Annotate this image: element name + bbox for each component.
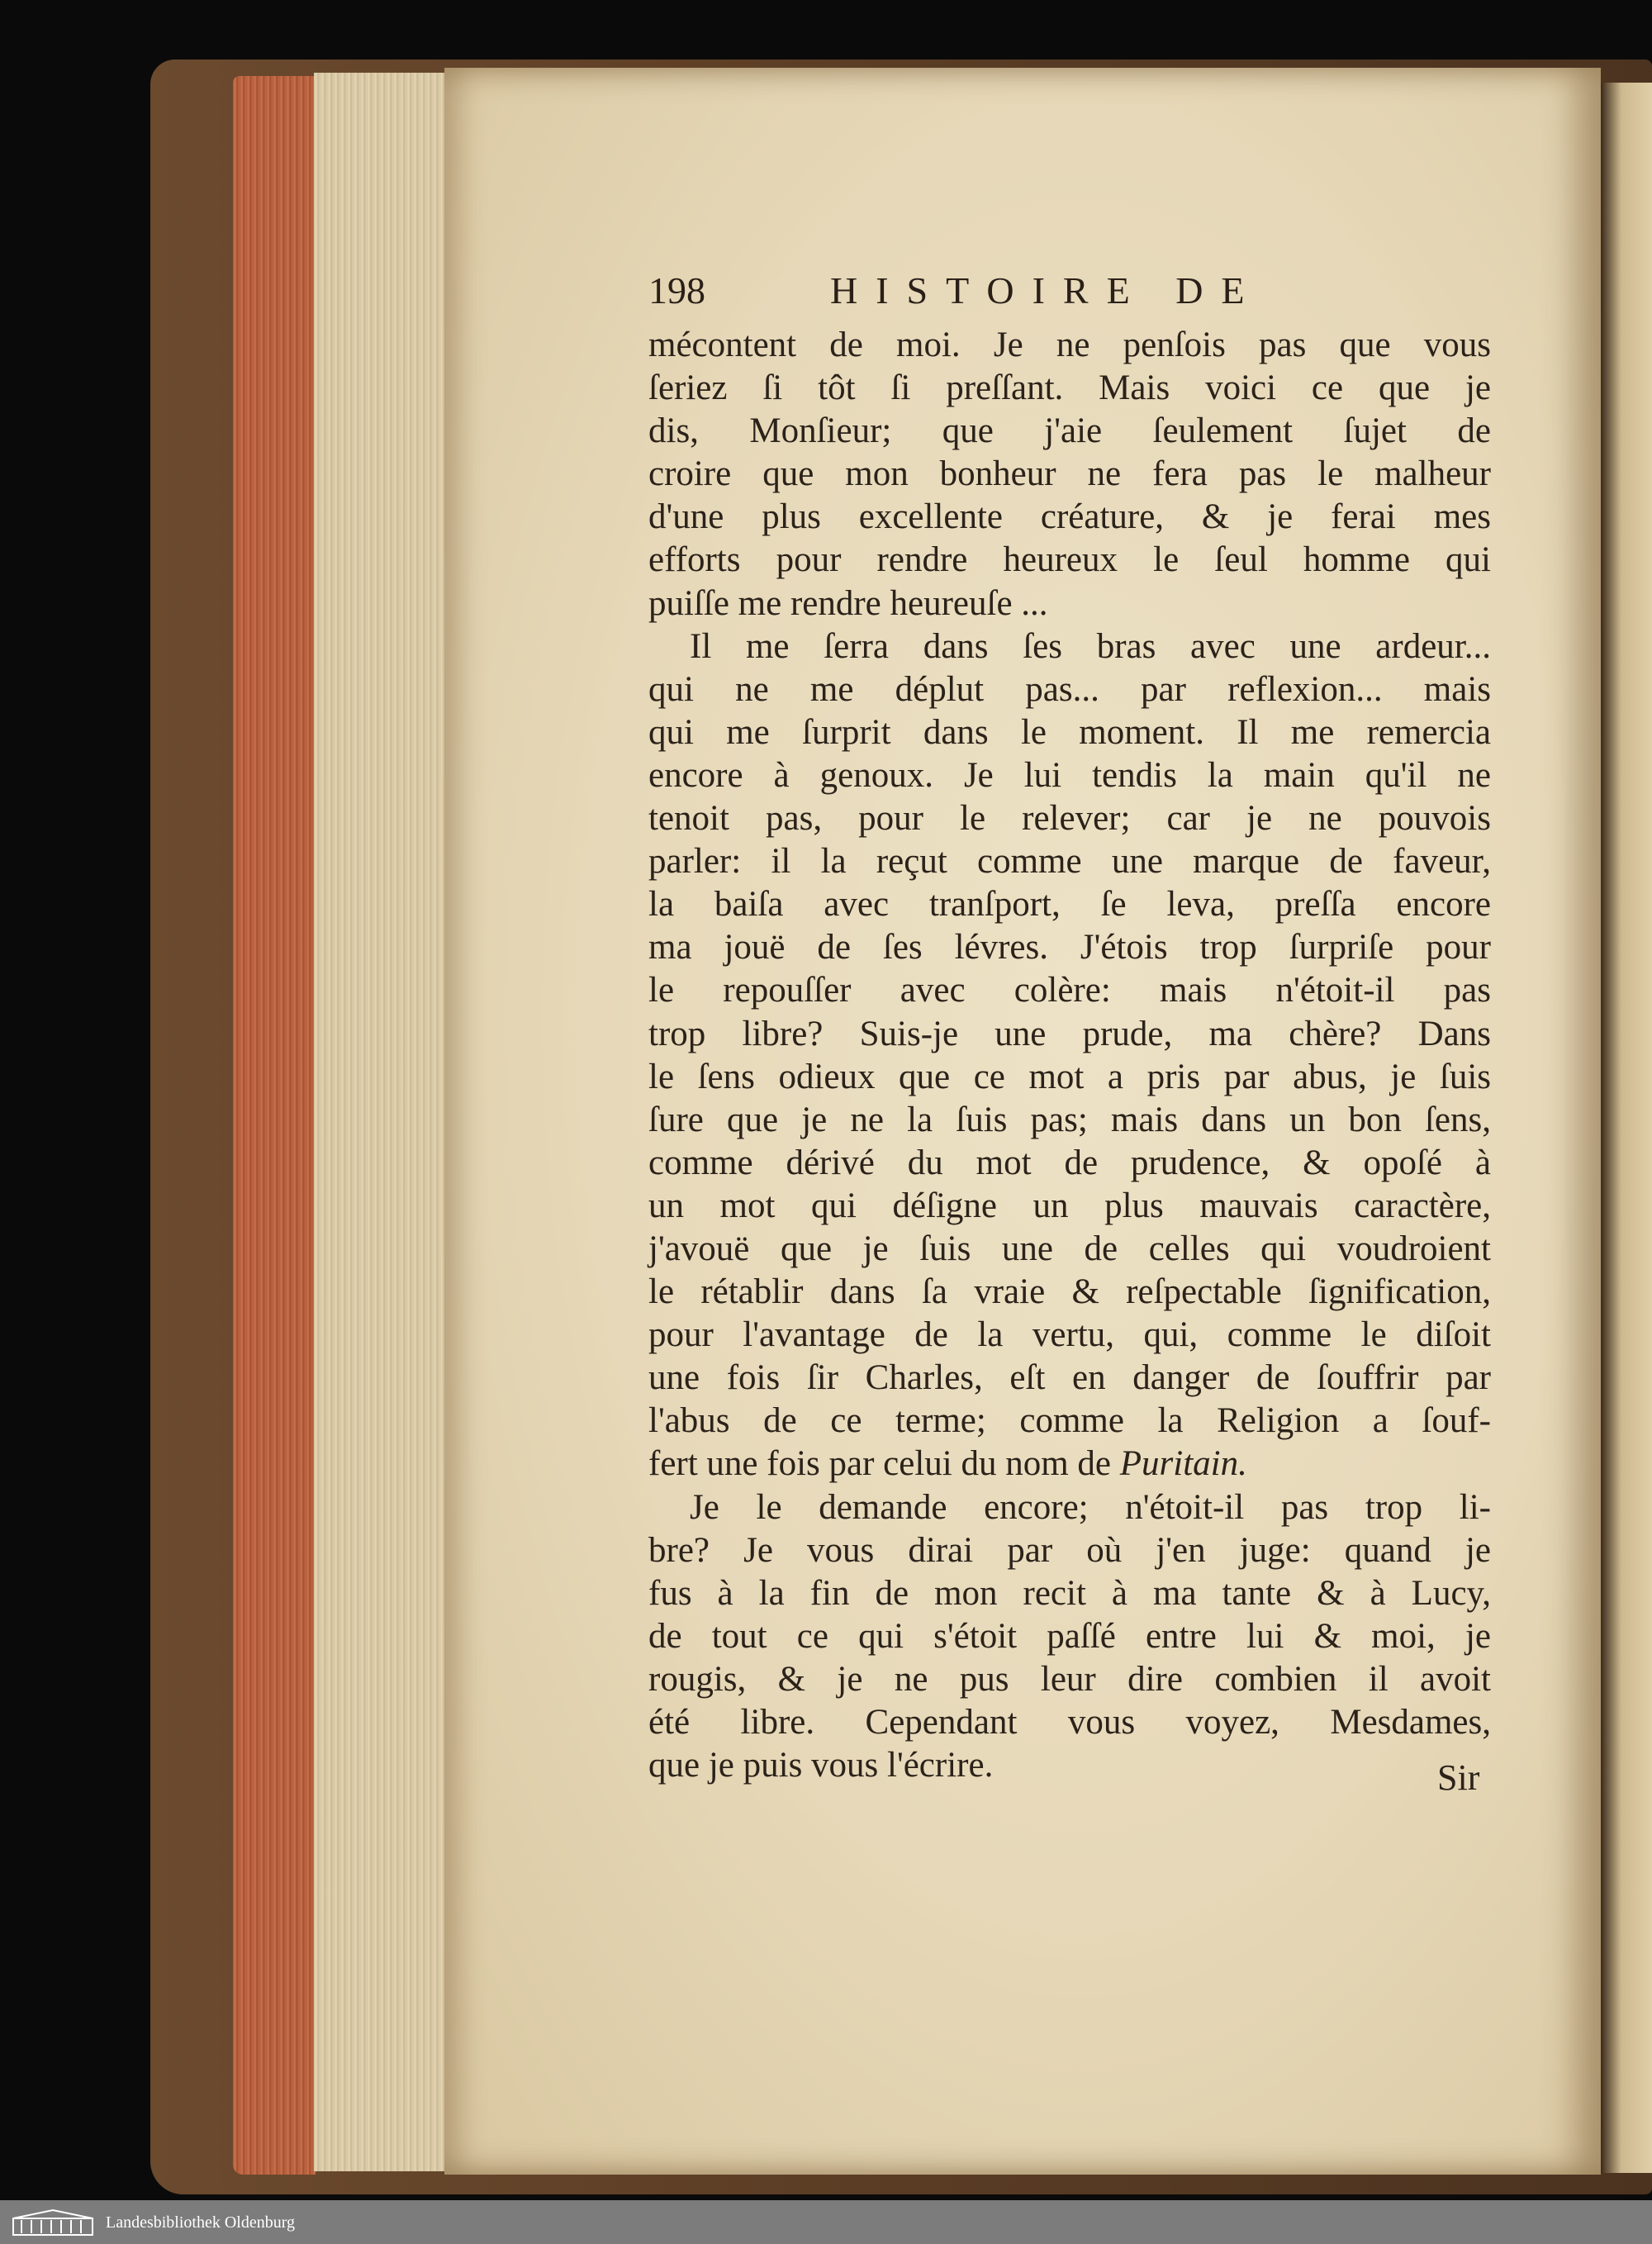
text-line: bre? Je vous dirai par où j'en juge: quand je [648,1530,1491,1570]
text-line: ſure que je ne la ſuis pas; mais dans un bon ſens, [648,1100,1491,1139]
text-line: ſeriez ſi tôt ſi preſſant. Mais voici ce que je [648,368,1491,408]
text-line: pour l'avantage de la vertu, qui, comme le diſoit [648,1315,1491,1355]
page-header [648,266,1474,316]
text-line: Il me ſerra dans ſes bras avec une ardeur... [690,626,1491,666]
body-text [648,324,1491,1787]
text-line: dis, Monſieur; que j'aie ſeulement ſujet de [648,411,1491,451]
library-name: Landesbibliothek Oldenburg [106,2213,296,2232]
text-line: parler: il la reçut comme une marque de faveur, [648,842,1491,882]
running-head: HISTOIRE DE [830,269,1263,311]
text-line: encore à genoux. Je lui tendis la main qu'il ne [648,755,1491,795]
text-line: mécontent de moi. Je ne penſois pas que vous [648,326,1491,364]
italic-word: Puritain. [1119,1444,1247,1484]
text-line: trop libre? Suis-je une prude, ma chère? Dans [648,1014,1491,1053]
text-line: d'une plus excellente créature, & je ferai mes [648,497,1491,537]
text-line: été libre. Cependant vous voyez, Mesdames, [648,1703,1491,1742]
text-line: le repouſſer avec colère: mais n'étoit-il pas [648,971,1491,1010]
red-page-edges [233,76,316,2175]
page-number: 198 [648,269,705,311]
text-fragment: fert une fois par celui du nom de [648,1444,1112,1484]
text-line: j'avouë que je ſuis une de celles qui voudroient [648,1229,1491,1268]
text-line: Je le demande encore; n'étoit-il pas trop li- [690,1487,1491,1527]
catchword: Sir [1437,1757,1480,1798]
footer-bar [0,2200,1652,2244]
text-line: puiſſe me rendre heureuſe ... [648,583,1048,623]
text-line: le ſens odieux que ce mot a pris par abus, je ſuis [648,1057,1491,1096]
page-stack [314,73,446,2171]
text-line: une fois ſir Charles, eſt en danger de ſouffrir par [648,1358,1491,1398]
text-line: qui ne me déplut pas... par reflexion... mais [648,669,1491,709]
text-line: que je puis vous l'écrire. [648,1746,994,1785]
text-line: de tout ce qui s'étoit paſſé entre lui & moi, je [648,1616,1491,1656]
facing-page-edge [1601,83,1652,2173]
text-line-with-italic [648,1443,1491,1486]
library-building-icon [12,2208,94,2237]
text-line: l'abus de ce terme; comme la Religion a ſouf- [648,1401,1491,1441]
text-line: comme dérivé du mot de prudence, & opoſé à [648,1143,1491,1182]
text-line: qui me ſurprit dans le moment. Il me remercia [648,712,1491,752]
text-line: la baiſa avec tranſport, ſe leva, preſſa encore [648,885,1491,925]
text-line: rougis, & je ne pus leur dire combien il avoit [648,1659,1491,1699]
text-line: fus à la fin de mon recit à ma tante & à Lucy, [648,1573,1491,1613]
text-line: le rétablir dans ſa vraie & reſpectable ſignification, [648,1272,1491,1312]
text-line: ma jouë de ſes lévres. J'étois trop ſurpriſe pour [648,928,1491,967]
text-line: tenoit pas, pour le relever; car je ne pouvois [648,799,1491,839]
text-line: efforts pour rendre heureux le ſeul homme qui [648,540,1491,580]
text-line: croire que mon bonheur ne fera pas le malheur [648,454,1491,494]
text-line: un mot qui déſigne un plus mauvais caractère, [648,1186,1491,1225]
